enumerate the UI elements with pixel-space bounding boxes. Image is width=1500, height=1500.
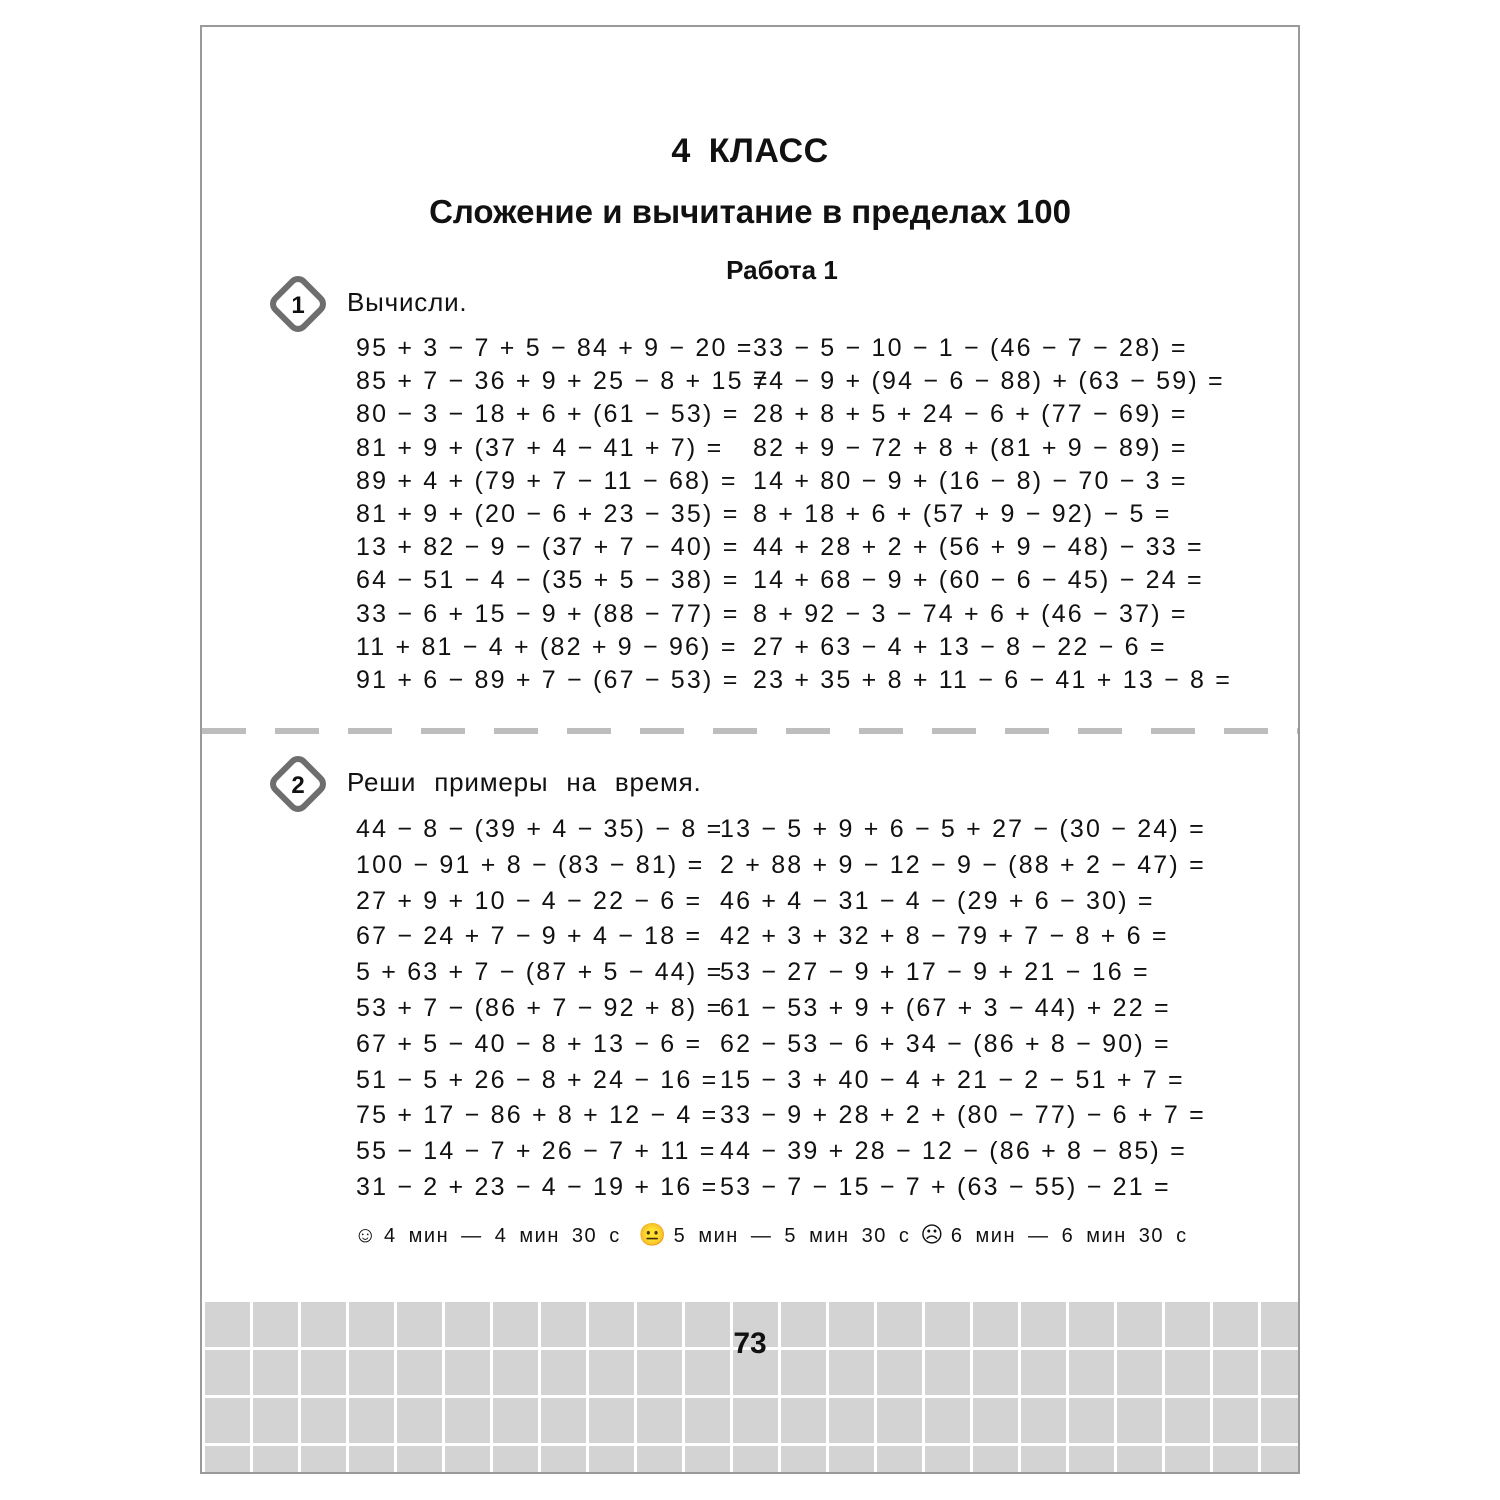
task-1-instruction: Вычисли. (347, 287, 468, 317)
frown-icon: ☹ (920, 1222, 945, 1247)
expression-line: 31 − 2 + 23 − 4 − 19 + 16 = (356, 1172, 719, 1201)
expression-line: 67 − 24 + 7 − 9 + 4 − 18 = (356, 922, 703, 951)
task-1-right-column (753, 332, 1232, 697)
expression-line: 46 + 4 − 31 − 4 − (29 + 6 − 30) = (720, 886, 1155, 915)
expression-line: 100 − 91 + 8 − (83 − 81) = (356, 850, 705, 879)
task-1-number: 1 (291, 292, 305, 319)
expression-line: 8 + 92 − 3 − 74 + 6 + (46 − 37) = (753, 599, 1188, 628)
smiley-icon: ☺ (354, 1222, 378, 1247)
task-2-badge (266, 752, 330, 816)
workbook-page (200, 25, 1300, 1474)
expression-line: 14 + 68 − 9 + (60 − 6 − 45) − 24 = (753, 566, 1204, 595)
expression-line: 89 + 4 + (79 + 7 − 11 − 68) = (356, 466, 738, 495)
timing-good: 4 мин — 4 мин 30 с (383, 1225, 621, 1247)
expression-line: 27 + 9 + 10 − 4 − 22 − 6 = (356, 886, 703, 915)
expression-line: 62 − 53 − 6 + 34 − (86 + 8 − 90) = (720, 1029, 1171, 1058)
expression-line: 8 + 18 + 6 + (57 + 9 − 92) − 5 = (753, 500, 1172, 529)
expression-line: 13 − 5 + 9 + 6 − 5 + 27 − (30 − 24) = (720, 815, 1206, 843)
expression-line: 75 + 17 − 86 + 8 + 12 − 4 = (356, 1101, 719, 1130)
expression-line: 74 − 9 + (94 − 6 − 88) + (63 − 59) = (753, 367, 1225, 396)
expression-line: 44 − 8 − (39 + 4 − 35) − 8 = (356, 815, 724, 843)
expression-line: 14 + 80 − 9 + (16 − 8) − 70 − 3 = (753, 466, 1188, 495)
work-title: Работа 1 (726, 255, 838, 285)
expression-line: 33 − 5 − 10 − 1 − (46 − 7 − 28) = (753, 334, 1188, 362)
task-1-left-column (356, 332, 770, 697)
grade-title: 4 КЛАСС (671, 132, 829, 170)
expression-line: 53 − 27 − 9 + 17 − 9 + 21 − 16 = (720, 958, 1150, 987)
footer-grid (202, 1299, 1298, 1472)
task-2-number: 2 (291, 772, 305, 799)
timing-scale (354, 1222, 1188, 1248)
expression-line: 53 + 7 − (86 + 7 − 92 + 8) = (356, 993, 724, 1022)
page-number: 73 (733, 1327, 767, 1360)
expression-line: 61 − 53 + 9 + (67 + 3 − 44) + 22 = (720, 993, 1171, 1022)
expression-line: 44 + 28 + 2 + (56 + 9 − 48) − 33 = (753, 533, 1204, 562)
neutral-face-icon: 😐 (638, 1222, 668, 1247)
expression-line: 33 − 9 + 28 + 2 + (80 − 77) − 6 + 7 = (720, 1101, 1206, 1130)
expression-line: 42 + 3 + 32 + 8 − 79 + 7 − 8 + 6 = (720, 922, 1169, 951)
expression-line: 67 + 5 − 40 − 8 + 13 − 6 = (356, 1029, 703, 1058)
expression-line: 28 + 8 + 5 + 24 − 6 + (77 − 69) = (753, 400, 1188, 429)
expression-line: 44 − 39 + 28 − 12 − (86 + 8 − 85) = (720, 1137, 1187, 1166)
timing-bad: 6 мин — 6 мин 30 с (950, 1225, 1188, 1247)
task-2-instruction: Реши примеры на время. (347, 767, 702, 797)
task-2-right-column (720, 812, 1206, 1206)
expression-line: 15 − 3 + 40 − 4 + 21 − 2 − 51 + 7 = (720, 1065, 1185, 1094)
expression-line: 91 + 6 − 89 + 7 − (67 − 53) = (356, 666, 740, 695)
expression-line: 5 + 63 + 7 − (87 + 5 − 44) = (356, 958, 724, 987)
task-2-left-column (356, 812, 723, 1206)
expression-line: 51 − 5 + 26 − 8 + 24 − 16 = (356, 1065, 719, 1094)
expression-line: 81 + 9 + (37 + 4 − 41 + 7) = (356, 433, 724, 462)
expression-line: 13 + 82 − 9 − (37 + 7 − 40) = (356, 533, 740, 562)
expression-line: 33 − 6 + 15 − 9 + (88 − 77) = (356, 599, 740, 628)
expression-line: 27 + 63 − 4 + 13 − 8 − 22 − 6 = (753, 632, 1167, 661)
topic-title: Сложение и вычитание в пределах 100 (429, 193, 1071, 230)
expression-line: 80 − 3 − 18 + 6 + (61 − 53) = (356, 400, 740, 429)
expression-line: 11 + 81 − 4 + (82 + 9 − 96) = (356, 632, 738, 661)
expression-line: 64 − 51 − 4 − (35 + 5 − 38) = (356, 566, 740, 595)
expression-line: 85 + 7 − 36 + 9 + 25 − 8 + 15 = (356, 367, 770, 396)
expression-line: 23 + 35 + 8 + 11 − 6 − 41 + 13 − 8 = (753, 666, 1233, 695)
diamond-number-icon (266, 272, 330, 336)
expression-line: 53 − 7 − 15 − 7 + (63 − 55) − 21 = (720, 1172, 1171, 1201)
expression-line: 55 − 14 − 7 + 26 − 7 + 11 = (356, 1137, 717, 1166)
dashed-divider (202, 727, 1298, 735)
expression-line: 2 + 88 + 9 − 12 − 9 − (88 + 2 − 47) = (720, 850, 1206, 879)
timing-neutral: 5 мин — 5 мин 30 с (673, 1225, 911, 1247)
diamond-number-icon (266, 752, 330, 816)
task-1-badge (266, 272, 330, 336)
expression-line: 81 + 9 + (20 − 6 + 23 − 35) = (356, 500, 740, 529)
expression-line: 95 + 3 − 7 + 5 − 84 + 9 − 20 = (356, 334, 754, 362)
expression-line: 82 + 9 − 72 + 8 + (81 + 9 − 89) = (753, 433, 1188, 462)
